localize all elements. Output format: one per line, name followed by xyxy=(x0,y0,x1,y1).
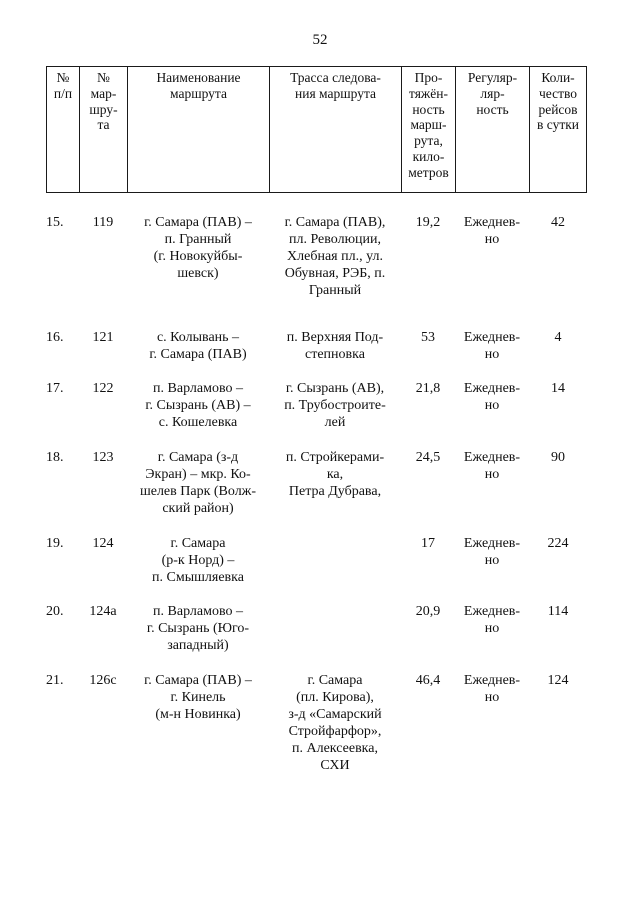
trips-per-day: 4 xyxy=(554,330,562,345)
header-trace: Трасса следова- ния маршрута xyxy=(290,70,381,101)
trips-per-day: 124 xyxy=(547,673,569,688)
route-length: 19,2 xyxy=(415,215,441,230)
header-regularity: Регуляр- ляр- ность xyxy=(467,70,518,117)
route-regularity: Ежеднев- но xyxy=(463,381,521,413)
route-regularity: Ежеднев- но xyxy=(463,450,521,482)
route-name: г. Самара (ПАВ) – г. Кинель (м-н Новинка) xyxy=(144,673,252,722)
route-length: 24,5 xyxy=(415,450,441,465)
route-trace: п. Стройкерами- ка, Петра Дубрава, xyxy=(285,450,385,499)
route-trace: п. Верхняя Под- степновка xyxy=(286,330,384,362)
route-number: 121 xyxy=(92,330,114,345)
route-number: 123 xyxy=(92,450,114,465)
route-length: 20,9 xyxy=(415,604,441,619)
table-header-bottom-border xyxy=(46,192,587,193)
route-trace: г. Самара (пл. Кирова), з-д «Самарский Стройфарфор», п. Алексеевка, СХИ xyxy=(288,673,382,773)
table-top-border xyxy=(46,66,587,67)
route-regularity: Ежеднев- но xyxy=(463,536,521,568)
header-count: Коли- чество рейсов в сутки xyxy=(537,70,579,133)
route-regularity: Ежеднев- но xyxy=(463,604,521,636)
route-trace: г. Сызрань (АВ), п. Трубостроите- лей xyxy=(284,381,386,430)
route-length: 21,8 xyxy=(415,381,441,396)
row-number: 18. xyxy=(46,450,64,465)
route-number: 124 xyxy=(92,536,114,551)
route-length: 53 xyxy=(421,330,435,345)
route-number: 126с xyxy=(89,673,117,688)
route-trace: г. Самара (ПАВ), пл. Революции, Хлебная пл., ул. Обувная, РЭБ, п. Гранный xyxy=(284,215,386,298)
route-name: г. Самара (з-д Экран) – мкр. Ко- шелев Парк (Волж- ский район) xyxy=(139,450,257,516)
row-number: 21. xyxy=(46,673,64,688)
route-name: с. Колывань – г. Самара (ПАВ) xyxy=(149,330,247,362)
route-regularity: Ежеднев- но xyxy=(463,673,521,705)
header-length: Про- тяжён- ность марш- рута, кило- метров xyxy=(408,70,449,180)
row-number: 17. xyxy=(46,381,64,396)
route-regularity: Ежеднев- но xyxy=(463,330,521,362)
page-number: 52 xyxy=(312,32,328,48)
row-number: 20. xyxy=(46,604,64,619)
header-route-no: № мар- шру- та xyxy=(89,70,118,133)
route-number: 122 xyxy=(92,381,114,396)
route-name: п. Варламово – г. Сызрань (Юго- западный) xyxy=(146,604,250,653)
column-divider xyxy=(586,66,587,193)
route-regularity: Ежеднев- но xyxy=(463,215,521,247)
route-length: 17 xyxy=(421,536,435,551)
route-name: п. Варламово – г. Сызрань (АВ) – с. Кошелевка xyxy=(145,381,251,430)
route-length: 46,4 xyxy=(415,673,441,688)
header-name: Наименование маршрута xyxy=(156,70,241,101)
route-name: г. Самара (ПАВ) – п. Гранный (г. Новокуйбы- шевск) xyxy=(144,215,252,281)
header-num: № п/п xyxy=(53,70,73,101)
row-number: 15. xyxy=(46,215,64,230)
route-number: 124а xyxy=(89,604,117,619)
trips-per-day: 42 xyxy=(551,215,565,230)
trips-per-day: 224 xyxy=(547,536,569,551)
row-number: 19. xyxy=(46,536,64,551)
trips-per-day: 14 xyxy=(551,381,565,396)
route-number: 119 xyxy=(92,215,114,230)
route-name: г. Самара (р-к Норд) – п. Смышляевка xyxy=(152,536,244,585)
trips-per-day: 90 xyxy=(551,450,565,465)
row-number: 16. xyxy=(46,330,64,345)
trips-per-day: 114 xyxy=(547,604,569,619)
